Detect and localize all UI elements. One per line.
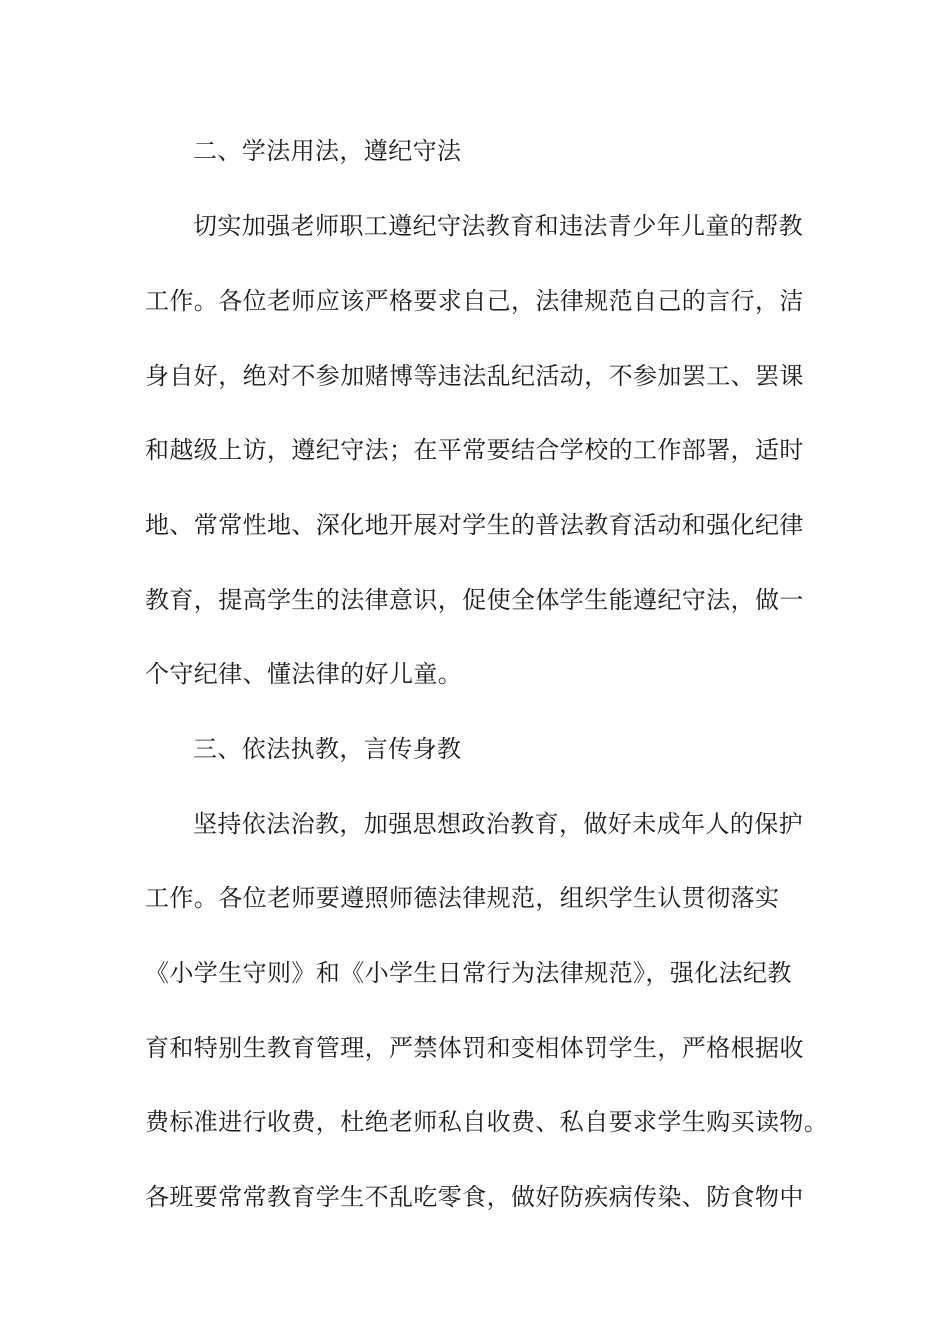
paragraph-line: 费标准进行收费，杜绝老师私自收费、私自要求学生购买读物。 [145,1108,829,1136]
paragraph-line: 《小学生守则》和《小学生日常行为法律规范》，强化法纪教 [145,959,792,987]
paragraph-line: 坚持依法治教，加强思想政治教育，做好未成年人的保护 [193,810,803,838]
paragraph-line: 工作。各位老师要遵照师德法律规范，组织学生认贯彻落实 [145,884,780,912]
section-heading-2: 二、学法用法，遵纪守法 [193,137,462,165]
paragraph-line: 地、常常性地、深化地开展对学生的普法教育活动和强化纪律 [145,511,804,539]
paragraph-line: 切实加强老师职工遵纪守法教育和违法青少年儿童的帮教 [193,212,803,240]
paragraph-line: 各班要常常教育学生不乱吃零食，做好防疾病传染、防食物中 [145,1183,804,1211]
paragraph-line: 育和特别生教育管理，严禁体罚和变相体罚学生，严格根据收 [145,1034,804,1062]
paragraph-line: 身自好，绝对不参加赌博等违法乱纪活动，不参加罢工、罢课 [145,362,804,390]
paragraph-line: 工作。各位老师应该严格要求自己，法律规范自己的言行，洁 [145,287,804,315]
section-heading-3: 三、依法执教，言传身教 [193,735,462,763]
paragraph-line: 和越级上访，遵纪守法；在平常要结合学校的工作部署，适时 [145,436,804,464]
paragraph-line: 教育，提高学生的法律意识，促使全体学生能遵纪守法，做一 [145,586,804,614]
paragraph-line: 个守纪律、懂法律的好儿童。 [145,660,463,688]
